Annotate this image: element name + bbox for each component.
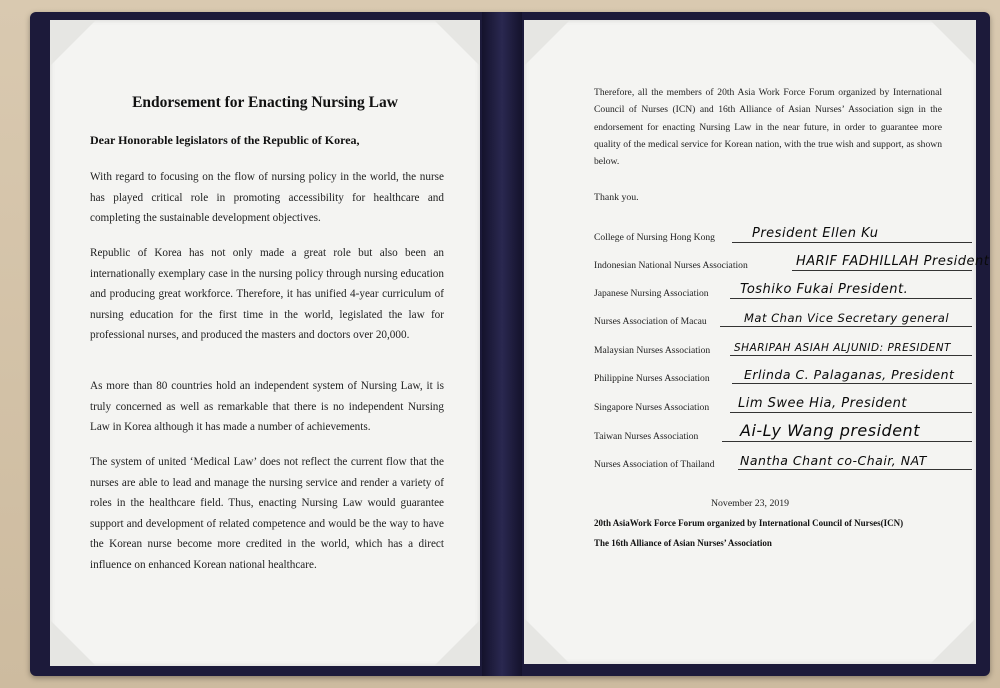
signatory-org: Indonesian National Nurses Association xyxy=(594,260,748,271)
signatory-org: Japanese Nursing Association xyxy=(594,288,709,299)
signature-line xyxy=(730,355,972,356)
signatory-org: College of Nursing Hong Kong xyxy=(594,232,715,243)
signature-row xyxy=(594,446,972,472)
signatory-org: Nurses Association of Thailand xyxy=(594,459,715,470)
handwritten-signature: President Ellen Ku xyxy=(752,226,879,241)
signature-row xyxy=(594,360,972,386)
document-date: November 23, 2019 xyxy=(710,498,790,509)
signatory-org: Taiwan Nurses Association xyxy=(594,431,699,442)
forum-name: 20th AsiaWork Force Forum organized by International Council of Nurses(ICN) xyxy=(594,518,904,528)
signatory-org: Singapore Nurses Association xyxy=(594,402,710,413)
signatory-org: Nurses Association of Macau xyxy=(594,316,707,327)
paragraph: The system of united ‘Medical Law’ does not reflect the current flow that the nurses are able to lead and manage the nursing service and render a variety of roles in the healthcare field. Thus, enacting Nursing Law would guarantee support and development of related competence and would be the way to have the Korean nurse become more credited in the world, which has a direct influence on enhanced Korean national healthcare. xyxy=(90,456,444,571)
signature-line xyxy=(732,242,972,243)
corner-tab xyxy=(434,20,480,66)
signature-row xyxy=(594,219,972,245)
thank-you: Thank you. xyxy=(594,192,639,203)
corner-tab xyxy=(524,618,570,664)
signature-row xyxy=(594,275,972,301)
handwritten-signature: Ai-Ly Wang president xyxy=(740,421,920,440)
signature-line xyxy=(720,326,972,327)
handwritten-signature: Toshiko Fukai President. xyxy=(740,282,909,297)
handwritten-signature: HARIF FADHILLAH President xyxy=(796,254,990,269)
signature-line xyxy=(730,412,972,413)
signature-line xyxy=(722,441,972,442)
document-title: Endorsement for Enacting Nursing Law xyxy=(132,94,398,111)
handwritten-signature: Erlinda C. Palaganas, President xyxy=(744,367,955,382)
left-page xyxy=(50,20,480,666)
signature-line xyxy=(732,383,972,384)
handwritten-signature: Mat Chan Vice Secretary general xyxy=(744,311,950,325)
folder-spine xyxy=(482,12,522,676)
paragraph: With regard to focusing on the flow of nursing policy in the world, the nurse has played critical role in promoting accessibility for healthcare and completing the sustainable development objectives. xyxy=(90,171,444,224)
signature-line xyxy=(730,298,972,299)
signature-line xyxy=(738,469,972,470)
signatory-org: Philippine Nurses Association xyxy=(594,373,710,384)
handwritten-signature: SHARIPAH ASIAH ALJUNID: PRESIDENT xyxy=(734,342,951,354)
signature-line xyxy=(792,270,972,271)
endorsement-intro: Therefore, all the members of 20th Asia Work Force Forum organized by International Council of Nurses (ICN) and 16th Alliance of Asian Nurses’ Association sign in the endorsement for enacting Nursing Law in the near future, in order to guarantee more quality of the medical service for Korean nation, with the true wish and support, as shown below. xyxy=(594,87,942,168)
right-page xyxy=(524,20,990,664)
handwritten-signature: Lim Swee Hia, President xyxy=(738,396,907,411)
paragraph: Republic of Korea has not only made a great role but also been an internationally exemplary case in the nursing policy through nursing education and producing great workforce. Therefore, it has unified 4-year curriculum of nursing education for the first time in the world, legislated the law for professional nurses, and produced the masters and doctors over 20,000. xyxy=(90,247,444,341)
signature-row xyxy=(594,332,972,358)
corner-tab xyxy=(930,618,976,664)
paragraph: As more than 80 countries hold an independent system of Nursing Law, it is truly concerned as well as remarkable that there is no independent Nursing Law in Korea although it has made a number of achievements. xyxy=(90,380,444,433)
signature-row xyxy=(594,247,990,273)
corner-tab xyxy=(434,620,480,666)
corner-tab xyxy=(524,20,570,66)
signatory-org: Malaysian Nurses Association xyxy=(594,345,711,356)
signature-row xyxy=(594,418,972,444)
signature-row xyxy=(594,303,972,329)
signature-row xyxy=(594,389,972,415)
corner-tab xyxy=(50,20,96,66)
alliance-name: The 16th Alliance of Asian Nurses’ Association xyxy=(594,538,772,548)
corner-tab xyxy=(50,620,96,666)
salutation: Dear Honorable legislators of the Republic of Korea, xyxy=(90,133,360,147)
corner-tab xyxy=(930,20,976,66)
handwritten-signature: Nantha Chant co-Chair, NAT xyxy=(740,453,927,468)
